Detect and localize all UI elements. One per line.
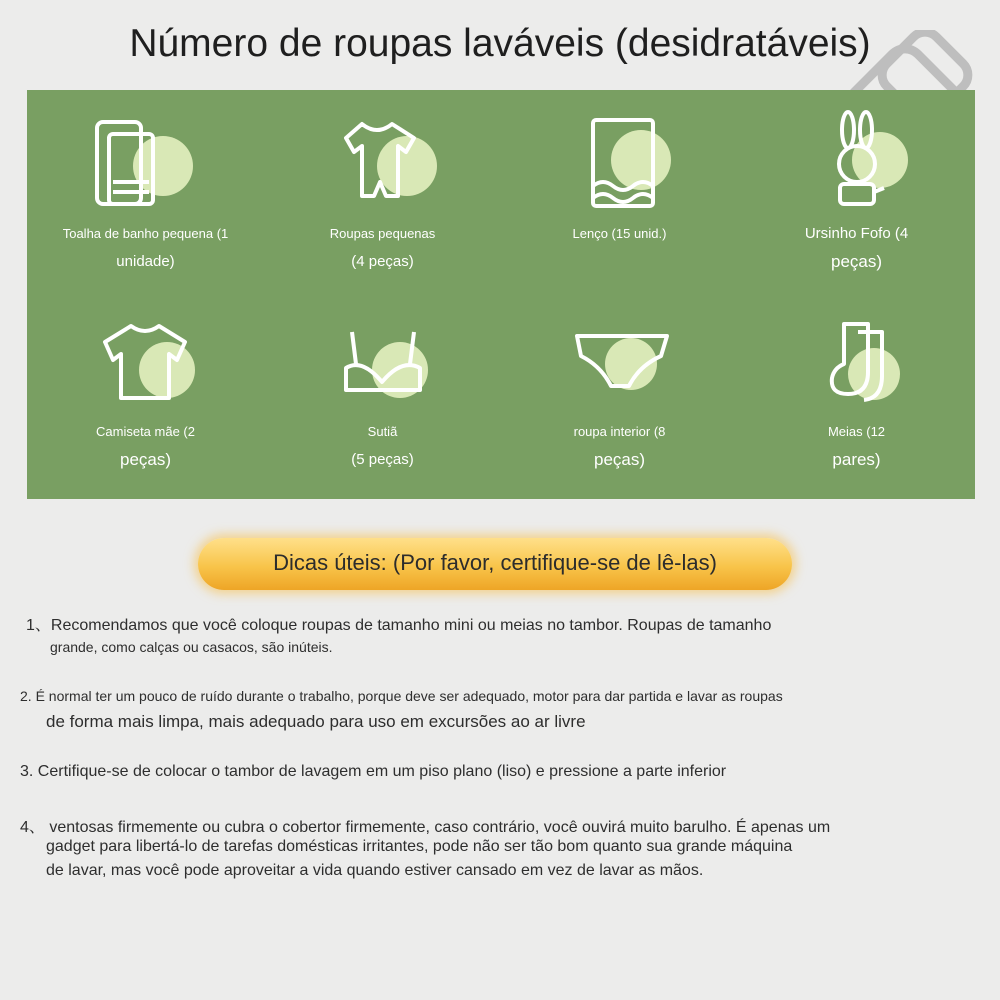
item-label: roupa interior (8: [573, 424, 666, 439]
towel-icon: [85, 104, 205, 214]
clothing-panel: [27, 90, 975, 499]
tip-4-line-2: gadget para libertá-lo de tarefas domésticas irritantes, pode não ser tão bom quanto sua grande máquina: [46, 838, 793, 855]
tips-header-badge: Dicas úteis: (Por favor, certifique-se de lê-las): [198, 538, 792, 590]
tip-1-line-2: grande, como calças ou casacos, são inúteis.: [50, 639, 333, 655]
tip-1-line-1: 1、Recomendamos que você coloque roupas de tamanho mini ou meias no tambor. Roupas de tamanho: [26, 617, 772, 634]
item-label: Lenço (15 unid.): [572, 226, 667, 241]
item-quantity: peças): [593, 450, 646, 469]
item-towel: [27, 90, 264, 290]
item-socks: [738, 288, 975, 488]
item-bra: [264, 288, 501, 488]
item-tshirt: [27, 288, 264, 488]
item-label: Camiseta mãe (2: [96, 424, 195, 439]
tip-4-line-1: 4、 ventosas firmemente ou cubra o cobertor firmemente, caso contrário, você ouvirá muito barulho. É apenas um: [20, 819, 831, 836]
item-label: Meias (12: [827, 424, 886, 439]
item-quantity: pares): [832, 450, 881, 469]
item-baby-clothes: [264, 90, 501, 290]
tip-4-line-3: de lavar, mas você pode aproveitar a vida quando estiver cansado em vez de lavar as mãos.: [46, 862, 704, 879]
item-bunny-toy: [738, 90, 975, 290]
bunny-toy-icon: [796, 104, 916, 214]
socks-icon: [796, 302, 916, 412]
item-quantity: unidade): [116, 253, 175, 270]
item-label: Toalha de banho pequena (1: [62, 226, 229, 241]
item-quantity: (5 peças): [351, 451, 414, 468]
item-handkerchief: [501, 90, 738, 290]
bra-icon: [322, 302, 442, 412]
item-quantity: peças): [119, 450, 172, 469]
item-underwear: [501, 288, 738, 488]
tshirt-icon: [85, 302, 205, 412]
tip-3: 3. Certifique-se de colocar o tambor de lavagem em um piso plano (liso) e pressione a parte inferior: [20, 763, 727, 780]
tip-2-line-2: de forma mais limpa, mais adequado para uso em excursões ao ar livre: [46, 712, 586, 731]
item-label: Ursinho Fofo (4: [804, 225, 909, 242]
handkerchief-icon: [559, 104, 679, 214]
tip-2-line-1: 2. É normal ter um pouco de ruído durante o trabalho, porque deve ser adequado, motor para dar partida e lavar as roupas: [20, 688, 783, 704]
item-label: Sutiã: [367, 424, 398, 439]
item-quantity: peças): [830, 252, 883, 271]
page-title: Número de roupas laváveis (desidratáveis): [129, 22, 871, 65]
underwear-icon: [559, 302, 679, 412]
item-quantity: (4 peças): [351, 253, 414, 270]
item-label: Roupas pequenas: [329, 226, 436, 241]
baby-onesie-icon: [322, 104, 442, 214]
